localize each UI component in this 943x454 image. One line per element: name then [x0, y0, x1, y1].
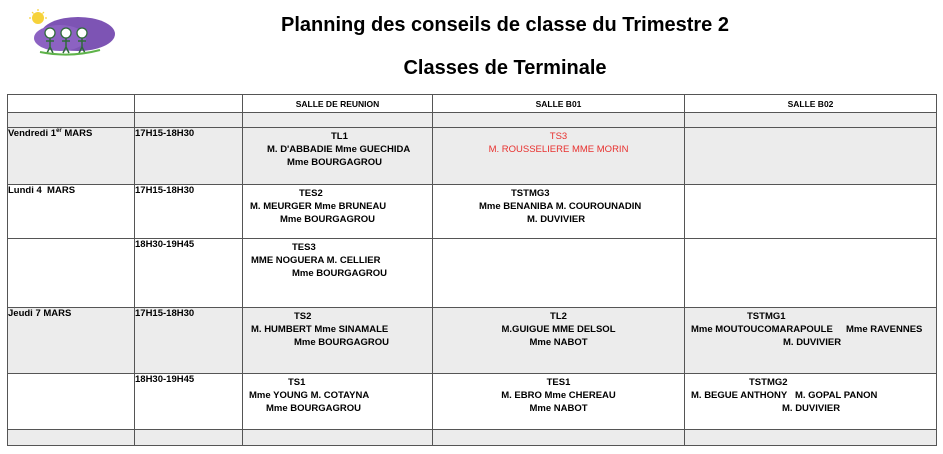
- spacer-row: [8, 430, 937, 446]
- table-row: [8, 239, 937, 308]
- class-label: TS1: [288, 377, 306, 388]
- teachers-line: Mme BENANIBA M. COUROUNADIN: [479, 201, 642, 212]
- room-cell: [685, 239, 937, 308]
- teachers-line: M. EBRO Mme CHEREAU: [501, 390, 616, 401]
- teachers-line: M. DUVIVIER: [782, 403, 841, 414]
- teachers-line: Mme NABOT: [529, 337, 588, 348]
- class-label: TS2: [294, 311, 312, 322]
- room-cell: [433, 374, 685, 430]
- class-label: TES2: [299, 188, 323, 199]
- teachers-line: Mme MOUTOUCOMARAPOULE Mme RAVENNES: [691, 324, 923, 335]
- teachers-line: MME NOGUERA M. CELLIER: [251, 255, 381, 266]
- room-cell: [685, 374, 937, 430]
- table-row: [8, 185, 937, 239]
- teachers-line: M. DUVIVIER: [783, 337, 842, 348]
- teachers-line: Mme NABOT: [529, 403, 588, 414]
- teachers-line: Mme BOURGAGROU: [266, 403, 362, 414]
- room-cell: [433, 185, 685, 239]
- day-cell: Lundi 4 MARS: [8, 185, 135, 239]
- teachers-line: Mme BOURGAGROU: [292, 268, 388, 279]
- header-salle-reunion: SALLE DE REUNION: [243, 95, 433, 113]
- time-cell: 17H15-18H30: [135, 308, 243, 374]
- class-label: TSTMG1: [747, 311, 786, 322]
- class-label: TS3: [549, 131, 568, 142]
- planning-table: [7, 94, 937, 446]
- teachers-line: M. MEURGER Mme BRUNEAU: [250, 201, 387, 212]
- teachers-line: M.GUIGUE MME DELSOL: [501, 324, 616, 335]
- header-day: [8, 95, 135, 113]
- day-cell: [8, 239, 135, 308]
- room-cell: [685, 308, 937, 374]
- time-cell: 18H30-19H45: [135, 374, 243, 430]
- time-cell: 17H15-18H30: [135, 185, 243, 239]
- teachers-line: Mme BOURGAGROU: [294, 337, 390, 348]
- room-cell: [243, 308, 433, 374]
- header-salle-b01: SALLE B01: [433, 95, 685, 113]
- day-cell: [8, 374, 135, 430]
- room-cell: [243, 128, 433, 185]
- page-subtitle: Classes de Terminale: [403, 57, 607, 79]
- room-cell: [243, 239, 433, 308]
- room-cell: [433, 128, 685, 185]
- room-cell: [685, 185, 937, 239]
- room-cell: [243, 185, 433, 239]
- header-time: [135, 95, 243, 113]
- class-label: TES1: [546, 377, 571, 388]
- header-salle-b02: SALLE B02: [685, 95, 937, 113]
- teachers-line: M. BEGUE ANTHONY M. GOPAL PANON: [691, 390, 878, 401]
- logo-icon: [20, 8, 116, 58]
- teachers-line: M. ROUSSELIERE MME MORIN: [488, 144, 629, 155]
- teachers-line: Mme YOUNG M. COTAYNA: [249, 390, 370, 401]
- teachers-line: Mme BOURGAGROU: [287, 157, 383, 168]
- spacer-row: [8, 113, 937, 128]
- class-label: TSTMG3: [511, 188, 550, 199]
- class-label: TSTMG2: [749, 377, 788, 388]
- page-title: Planning des conseils de classe du Trimestre 2: [281, 14, 729, 36]
- table-header-row: [8, 95, 937, 113]
- room-cell: [685, 128, 937, 185]
- class-label: TL2: [550, 311, 567, 322]
- teachers-line: Mme BOURGAGROU: [280, 214, 376, 225]
- teachers-line: M. D'ABBADIE Mme GUECHIDA: [267, 144, 411, 155]
- room-cell: [433, 239, 685, 308]
- class-label: TES3: [292, 242, 316, 253]
- time-cell: 18H30-19H45: [135, 239, 243, 308]
- class-label: TL1: [331, 131, 348, 142]
- day-cell: Jeudi 7 MARS: [8, 308, 135, 374]
- table-row: [8, 128, 937, 185]
- table-row: [8, 374, 937, 430]
- room-cell: [433, 308, 685, 374]
- teachers-line: M. DUVIVIER: [527, 214, 586, 225]
- day-cell: Vendredi 1er MARS: [8, 128, 135, 185]
- room-cell: [243, 374, 433, 430]
- teachers-line: M. HUMBERT Mme SINAMALE: [251, 324, 389, 335]
- time-cell: 17H15-18H30: [135, 128, 243, 185]
- table-row: [8, 308, 937, 374]
